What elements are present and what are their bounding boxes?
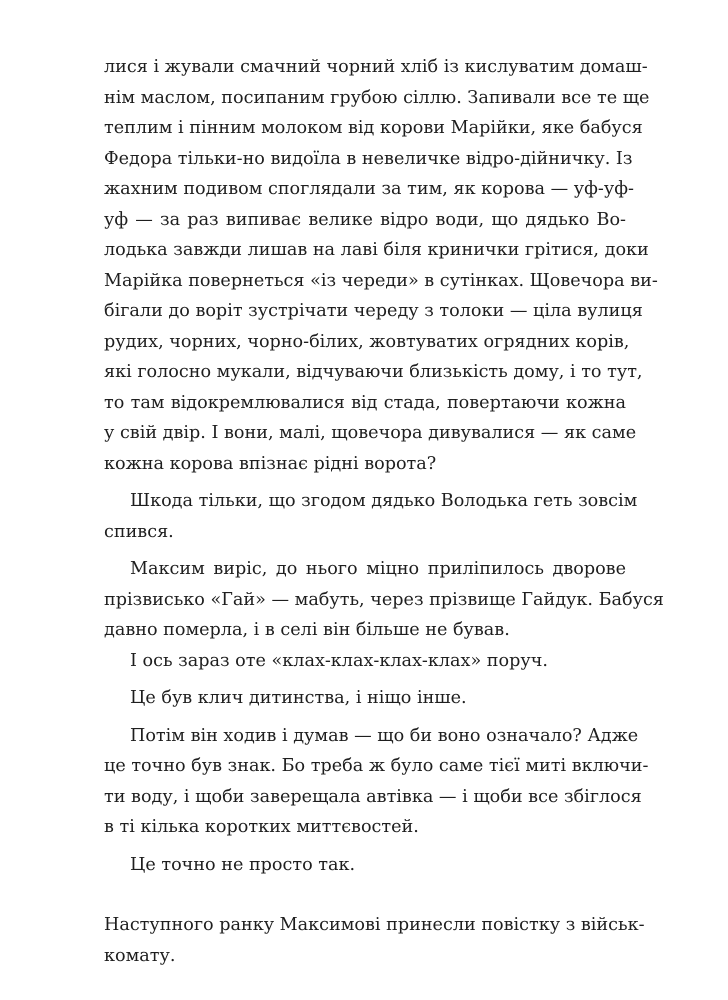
text-line: кожна корова впізнає рідні ворота?	[104, 453, 437, 474]
text-line: то там відокремлювалися від стада, повертаючи кожна	[104, 392, 626, 413]
text-line: комату.	[104, 945, 176, 966]
text-line: ти воду, і щоби заверещала автівка — і щоби все збіглося	[104, 786, 642, 807]
paragraph	[104, 850, 626, 881]
text-line: нім маслом, посипаним грубою сіллю. Запивали все те ще	[104, 87, 650, 108]
text-line: І ось зараз оте «клах-клах-клах-клах» поруч.	[130, 650, 548, 671]
paragraph	[104, 721, 649, 843]
paragraph	[104, 910, 645, 971]
text-line: в ті кілька коротких миттєвостей.	[104, 817, 419, 837]
text-line: теплим і пінним молоком від корови Марійки, яке бабуся	[104, 118, 643, 138]
paragraph	[104, 554, 664, 646]
text-line: Потім він ходив і думав — що би воно означало? Адже	[130, 725, 639, 746]
text-line: Наступного ранку Максимові принесли повістку з військ-	[104, 915, 645, 935]
text-line: у свій двір. І вони, малі, щовечора дивувалися — як саме	[104, 423, 637, 443]
text-line: Федора тільки-но видоїла в невеличке відро-дійничку. Із	[104, 148, 633, 169]
text-line: лодька завжди лишав на лаві біля кринички грітися, доки	[104, 240, 649, 260]
text-line: Це був клич дитинства, і ніщо інше.	[130, 688, 467, 708]
text-line: Максим виріс, до нього міцно приліпилось дворове	[130, 559, 626, 579]
text-line: уф — за раз випиває велике відро води, що дядько Во-	[104, 209, 626, 230]
text-line: Марійка повернеться «із череди» в сутінках. Щовечора ви-	[104, 270, 658, 291]
paragraph	[104, 52, 658, 479]
paragraph	[104, 486, 638, 547]
paragraph	[104, 683, 626, 714]
text-line: спився.	[104, 521, 174, 542]
text-line: давно померла, і в селі він більше не бував.	[104, 620, 510, 640]
paragraph	[104, 646, 626, 677]
text-line: це точно був знак. Бо треба ж було саме тієї миті включи-	[104, 756, 649, 776]
text-line: лися і жували смачний чорний хліб із кислуватим домаш-	[104, 57, 648, 77]
text-line: жахним подивом споглядали за тим, як корова — уф-уф-	[104, 179, 634, 199]
text-line: бігали до воріт зустрічати череду з толоки — ціла вулиця	[104, 301, 643, 321]
text-line: прізвисько «Гай» — мабуть, через прізвище Гайдук. Бабуся	[104, 589, 664, 610]
text-line: які голосно мукали, відчуваючи близькість дому, і то тут,	[104, 362, 643, 382]
text-line: рудих, чорних, чорно-білих, жовтуватих огрядних корів,	[104, 331, 630, 352]
text-line: Шкода тільки, що згодом дядько Володька геть зовсім	[130, 491, 638, 511]
text-line: Це точно не просто так.	[130, 854, 356, 875]
page-text	[104, 52, 664, 971]
